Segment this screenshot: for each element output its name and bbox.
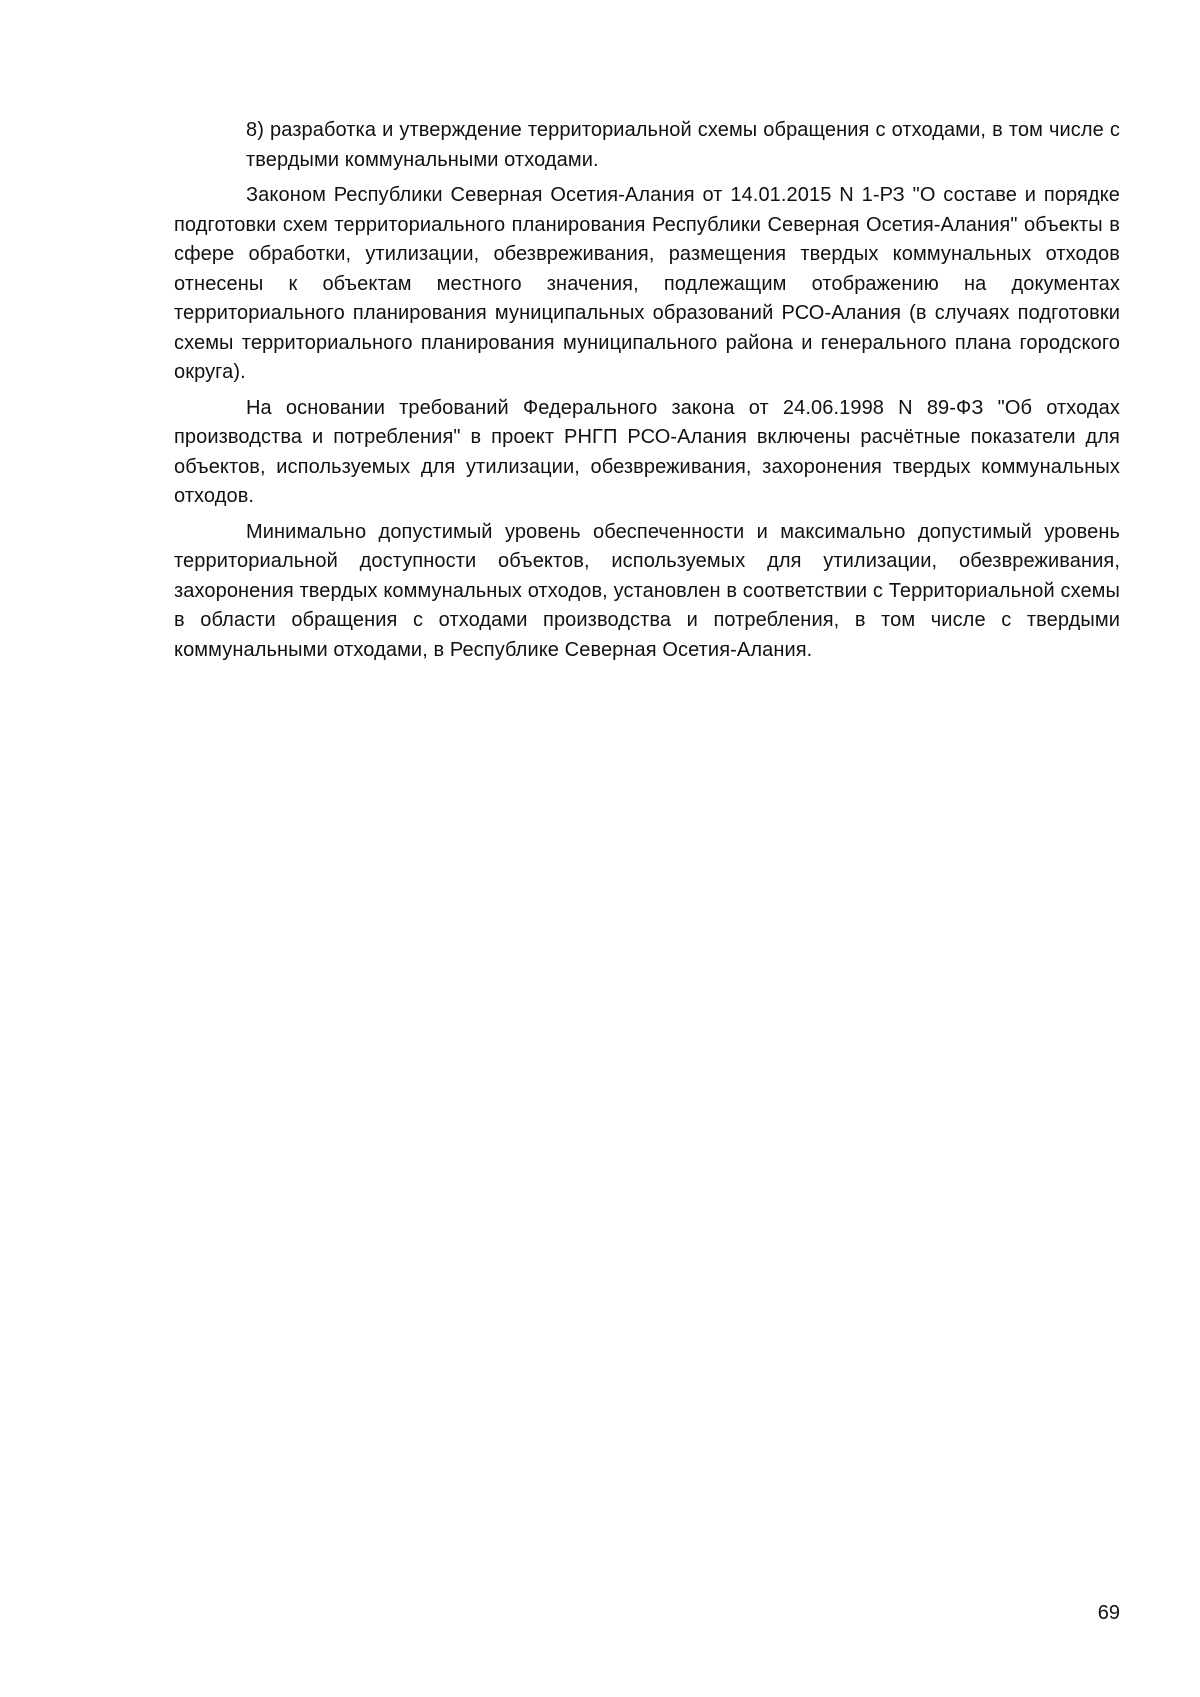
- page-number: 69: [1097, 1602, 1120, 1624]
- paragraph-law-rso-alania: Законом Республики Северная Осетия-Алания от 14.01.2015 N 1-РЗ "О составе и порядке подготовки схем территориального планирования Республики Северная Осетия-Алания" объекты в сфере обработки, утилизации, обезвреживания, размещения твердых коммунальных отходов отнесены к объектам местного значения, подлежащим отображению на документах территориального планирования муниципальных образований РСО-Алания (в случаях подготовки схемы территориального планирования муниципального района и генерального плана городского округа).: [174, 184, 1120, 383]
- paragraph-minimum-level: Минимально допустимый уровень обеспеченности и максимально допустимый уровень территориальной доступности объектов, используемых для утилизации, обезвреживания, захоронения твердых коммунальных отходов, установлен в соответствии с Территориальной схемы в области обращения с отходами производства и потребления, в том числе с твердыми коммунальными отходами, в Республике Северная Осетия-Алания.: [174, 520, 1120, 661]
- list-item-8: 8) разработка и утверждение территориальной схемы обращения с отходами, в том числе с твердыми коммунальными отходами.: [246, 119, 1120, 171]
- document-body: [174, 116, 1120, 671]
- paragraph-federal-law: На основании требований Федерального закона от 24.06.1998 N 89-ФЗ "Об отходах производства и потребления" в проект РНГП РСО-Алания включены расчётные показатели для объектов, используемых для утилизации, обезвреживания, захоронения твердых коммунальных отходов.: [174, 396, 1120, 507]
